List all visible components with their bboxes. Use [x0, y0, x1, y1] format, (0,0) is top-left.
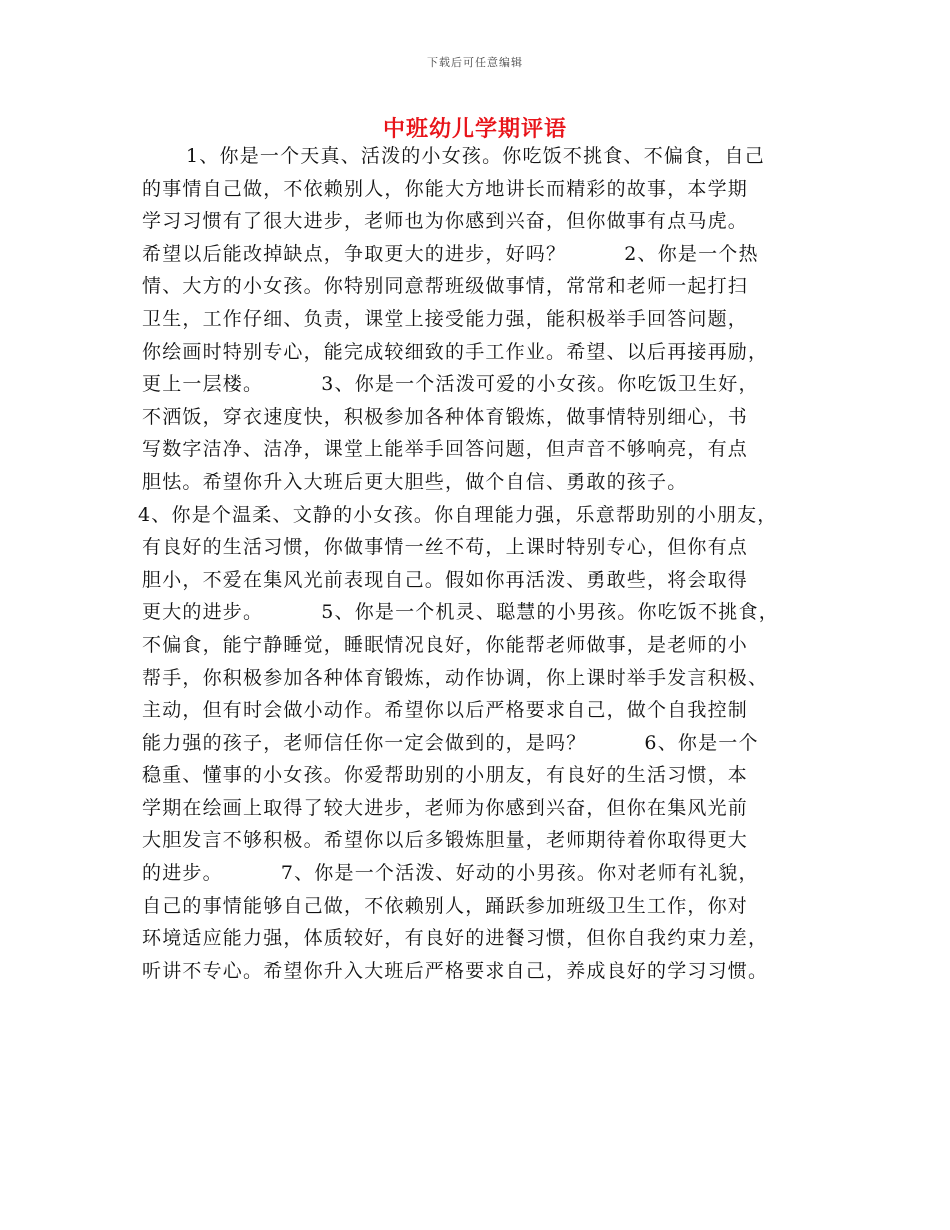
body-line — [142, 140, 822, 173]
body-line-text: 写数字洁净、洁净，课堂上能举手回答问题，但声音不够响亮，有点 — [142, 438, 749, 461]
body-line-continuation: 7、你是一个活泼、好动的小男孩。你对老师有礼貌， — [280, 862, 759, 885]
body-line-text: 情、大方的小女孩。你特别同意帮班级做事情，常常和老师一起打扫 — [142, 275, 749, 298]
body-line-text: 帮手，你积极参加各种体育锻炼，动作协调，你上课时举手发言积极、 — [142, 666, 769, 689]
body-line — [142, 205, 822, 238]
body-line-text: 不洒饭，穿衣速度快，积极参加各种体育锻炼，做事情特别细心，书 — [142, 405, 749, 428]
body-line — [142, 564, 822, 597]
body-line-text: 有良好的生活习惯，你做事情一丝不苟，上课时特别专心，但你有点 — [142, 536, 749, 559]
body-line — [142, 857, 822, 890]
body-line-text: 的事情自己做，不依赖别人，你能大方地讲长而精彩的故事，本学期 — [142, 177, 749, 200]
body-line-continuation: 3、你是一个活泼可爱的小女孩。你吃饭卫生好， — [321, 373, 759, 396]
body-line — [142, 173, 822, 206]
body-line — [142, 922, 822, 955]
body-line-text: 大胆发言不够积极。希望你以后多锻炼胆量，老师期待着你取得更大 — [142, 829, 749, 852]
body-line-continuation: 5、你是一个机灵、聪慧的小男孩。你吃饭不挑食， — [321, 601, 779, 624]
body-line-text: 更上一层楼。 — [142, 373, 264, 396]
body-line-text: 胆小，不爱在集风光前表现自己。假如你再活泼、勇敢些，将会取得 — [142, 568, 749, 591]
body-line-text: 稳重、懂事的小女孩。你爱帮助别的小朋友，有良好的生活习惯，本 — [142, 764, 749, 787]
body-line — [142, 531, 822, 564]
body-line — [142, 270, 822, 303]
body-line — [142, 662, 822, 695]
body-line-text: 自己的事情能够自己做，不依赖别人，踊跃参加班级卫生工作，你对 — [142, 894, 749, 917]
body-line-text: 主动，但有时会做小动作。希望你以后严格要求自己，做个自我控制 — [142, 699, 749, 722]
body-line-text: 胆怯。希望你升入大班后更大胆些，做个自信、勇敢的孩子。 — [142, 470, 688, 493]
body-line — [142, 629, 822, 662]
body-line-text: 希望以后能改掉缺点，争取更大的进步，好吗？ — [142, 242, 567, 265]
body-line — [142, 694, 822, 727]
body-line-text: 你绘画时特别专心，能完成较细致的手工作业。希望、以后再接再励， — [142, 340, 769, 363]
body-line-continuation: 2、你是一个热 — [624, 242, 759, 265]
body-line-text: 环境适应能力强，体质较好，有良好的进餐习惯，但你自我约束力差， — [142, 927, 769, 950]
body-line — [142, 596, 822, 629]
body-line — [142, 727, 822, 760]
body-line — [142, 336, 822, 369]
body-line — [142, 466, 822, 499]
body-line — [142, 890, 822, 923]
body-line-text: 听讲不专心。希望你升入大班后严格要求自己，养成良好的学习习惯。 — [142, 959, 769, 982]
body-line-text: 卫生，工作仔细、负责，课堂上接受能力强，能积极举手回答问题， — [142, 307, 749, 330]
body-line — [142, 824, 822, 857]
body-line-text: 学期在绘画上取得了较大进步，老师为你感到兴奋，但你在集风光前 — [142, 796, 749, 819]
page-header-note: 下载后可任意编辑 — [427, 56, 523, 69]
body-line-text: 能力强的孩子，老师信任你一定会做到的，是吗？ — [142, 731, 587, 754]
body-line-text: 1、你是一个天真、活泼的小女孩。你吃饭不挑食、不偏食，自己 — [186, 145, 765, 167]
body-line — [142, 401, 822, 434]
body-line-text: 学习习惯有了很大进步，老师也为你感到兴奋，但你做事有点马虎。 — [142, 210, 749, 233]
document-title: 中班幼儿学期评语 — [382, 117, 567, 142]
body-line — [142, 792, 822, 825]
body-line — [138, 499, 822, 532]
body-line-text: 不偏食，能宁静睡觉，睡眠情况良好，你能帮老师做事，是老师的小 — [142, 633, 749, 656]
body-line — [142, 303, 822, 336]
body-line — [142, 955, 822, 988]
body-line-text: 的进步。 — [142, 862, 223, 885]
body-line — [142, 238, 822, 271]
body-line-continuation: 6、你是一个 — [644, 731, 759, 754]
body-line — [142, 433, 822, 466]
body-line — [142, 759, 822, 792]
body-line — [142, 368, 822, 401]
document-body — [138, 140, 822, 987]
body-line-text: 4、你是个温柔、文静的小女孩。你自理能力强，乐意帮助别的小朋友， — [138, 503, 778, 526]
body-line-text: 更大的进步。 — [142, 601, 264, 624]
